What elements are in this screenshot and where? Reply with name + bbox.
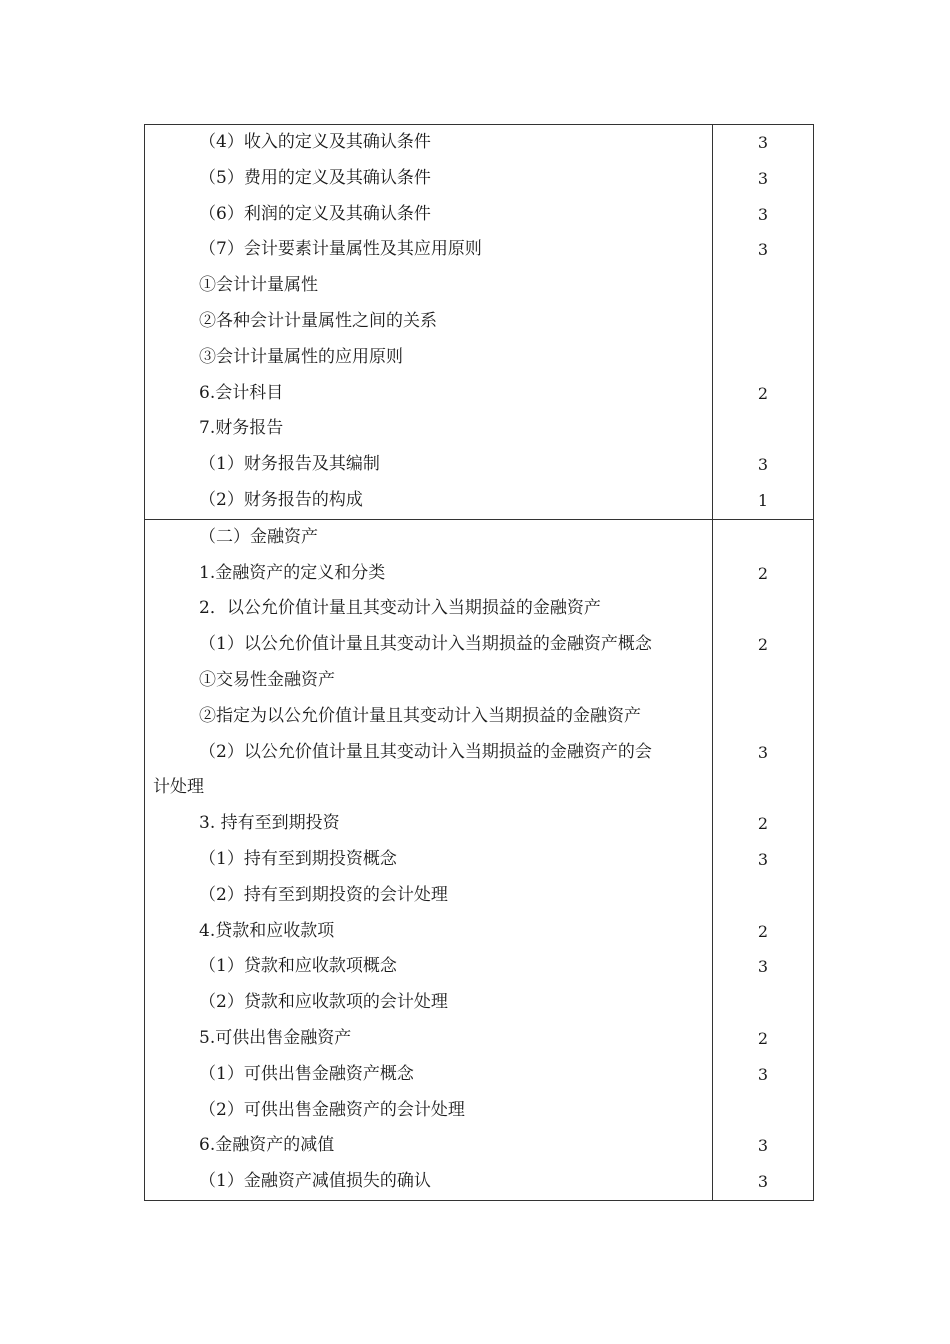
topic-text: ②各种会计计量属性之间的关系 <box>199 310 437 331</box>
level-value <box>713 520 813 556</box>
topic-text: （1）金融资产减值损失的确认 <box>199 1171 431 1192</box>
level-value: 3 <box>757 455 769 475</box>
level-value: 3 <box>757 1172 769 1192</box>
topic-text: 6.会计科目 <box>199 382 284 403</box>
table-section <box>144 519 814 1201</box>
level-value: 3 <box>757 1136 769 1156</box>
topic-text: （4）收入的定义及其确认条件 <box>199 132 431 152</box>
level-value <box>713 699 813 735</box>
topic-text: （2）贷款和应收款项的会计处理 <box>199 992 448 1013</box>
topic-text: （5）费用的定义及其确认条件 <box>199 167 431 188</box>
level-value: 2 <box>757 635 769 655</box>
level-value: 2 <box>757 383 769 403</box>
topic-text: ①会计计量属性 <box>199 275 318 296</box>
level-value: 3 <box>757 1064 769 1084</box>
topic-text: ①交易性金融资产 <box>199 669 335 690</box>
level-value <box>713 411 813 447</box>
topic-text: （7）会计要素计量属性及其应用原则 <box>199 239 482 260</box>
topic-text: （1）持有至到期投资概念 <box>199 848 397 869</box>
topic-text: （1）可供出售金融资产概念 <box>199 1063 414 1084</box>
topic-text: （2）可供出售金融资产的会计处理 <box>199 1099 465 1120</box>
level-value: 1 <box>757 490 769 510</box>
topic-text: （1）贷款和应收款项概念 <box>199 956 397 977</box>
level-value <box>713 985 813 1021</box>
level-value: 3 <box>757 849 769 869</box>
topic-text: （6）利润的定义及其确认条件 <box>199 203 431 224</box>
level-value: 3 <box>757 168 769 188</box>
topic-text: ②指定为以公允价值计量且其变动计入当期损益的金融资产 <box>199 705 641 726</box>
level-value: 2 <box>757 1028 769 1048</box>
topic-text: （1）财务报告及其编制 <box>199 454 380 475</box>
level-value: 3 <box>757 957 769 977</box>
level-value <box>713 770 813 806</box>
topic-text: 5.可供出售金融资产 <box>199 1027 352 1048</box>
topic-text: （2）持有至到期投资的会计处理 <box>199 884 448 905</box>
level-column <box>713 520 813 1200</box>
level-value <box>713 304 813 340</box>
level-value: 3 <box>757 133 769 152</box>
topic-column <box>145 520 713 1200</box>
level-value <box>713 268 813 304</box>
topic-text: 3. 持有至到期投资 <box>199 813 340 834</box>
level-value: 3 <box>757 240 769 260</box>
topic-text: 计处理 <box>153 777 204 798</box>
topic-text: （二）金融资产 <box>199 526 318 547</box>
level-value: 2 <box>757 921 769 941</box>
level-value <box>713 663 813 699</box>
level-value <box>713 340 813 376</box>
level-column <box>713 125 813 519</box>
level-value <box>713 1093 813 1129</box>
topic-text: 1.金融资产的定义和分类 <box>199 562 386 583</box>
table-section <box>144 124 814 519</box>
level-value <box>713 591 813 627</box>
topic-text: 4.贷款和应收款项 <box>199 920 335 941</box>
topic-text: 6.金融资产的减值 <box>199 1135 335 1156</box>
topic-text: （2）财务报告的构成 <box>199 489 363 510</box>
level-value <box>713 878 813 914</box>
topic-text: （1）以公允价值计量且其变动计入当期损益的金融资产概念 <box>199 634 652 655</box>
topic-column <box>145 125 713 519</box>
level-value: 3 <box>757 204 769 224</box>
topic-text: 7.财务报告 <box>199 418 284 439</box>
level-value: 3 <box>757 742 769 762</box>
topic-text: ③会计计量属性的应用原则 <box>199 346 403 367</box>
topic-text: 2．以公允价值计量且其变动计入当期损益的金融资产 <box>199 598 601 619</box>
syllabus-table <box>144 124 814 1201</box>
level-value: 2 <box>757 563 769 583</box>
level-value: 2 <box>757 814 769 834</box>
topic-text: （2）以公允价值计量且其变动计入当期损益的金融资产的会 <box>199 741 652 762</box>
